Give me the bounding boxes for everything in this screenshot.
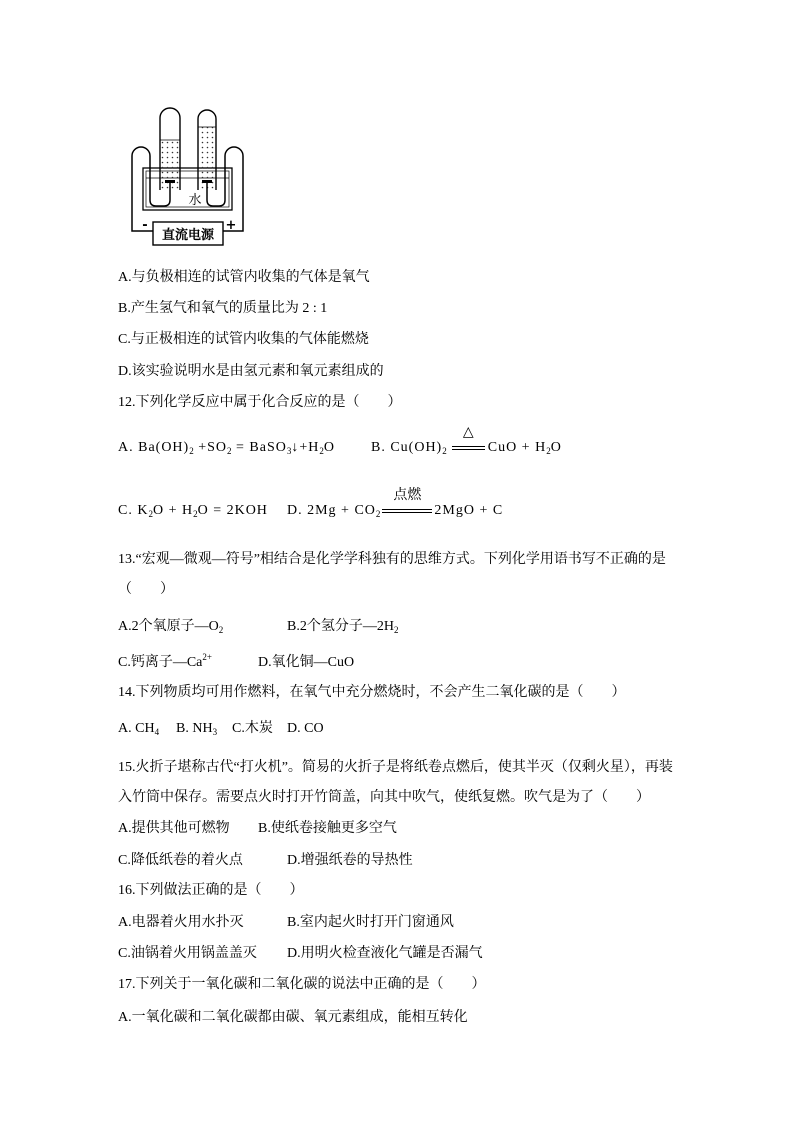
q11-option-b: B.产生氢气和氧气的质量比为 2 : 1	[118, 301, 328, 316]
test-tube-left	[160, 108, 180, 190]
q12-option-d-subscript: 2	[375, 509, 381, 519]
q12-option-c-part: O + H	[152, 503, 194, 518]
q15-option-d: D.增强纸卷的导热性	[287, 853, 413, 868]
q12-option-a-part: A. Ba(OH)	[118, 440, 190, 455]
q12-option-b-product: O	[550, 440, 562, 455]
q14-option-a-subscript: 4	[154, 727, 160, 737]
q13-option-a-text: A.2个氧原子—O	[118, 619, 219, 634]
q12-option-a-subscript: 2	[227, 446, 232, 456]
q12-option-c-subscript: 2	[148, 509, 153, 519]
q14-stem: 14.下列物质均可用作燃料，在氧气中充分燃烧时，不会产生二氧化碳的是（ ）	[118, 685, 626, 700]
q12-option-a-part: +SO	[193, 440, 228, 455]
q15-option-b: B.使纸卷接触更多空气	[258, 821, 397, 836]
q12-option-a	[118, 440, 335, 456]
q12-option-c-subscript: 2	[193, 509, 198, 519]
q13-option-c	[118, 652, 212, 671]
q16-stem: 16.下列做法正确的是（ ）	[118, 883, 304, 898]
q14-option-c	[232, 721, 273, 737]
q11-option-c: C.与正极相连的试管内收集的气体能燃烧	[118, 332, 369, 347]
q16-option-d: D.用明火检查液化气罐是否漏气	[287, 946, 483, 961]
q16-option-b: B.室内起火时打开门窗通风	[287, 915, 454, 930]
q14-option-b	[176, 721, 217, 737]
power-supply-label: 直流电源	[161, 228, 215, 243]
q12-option-d-product: 2MgO + C	[434, 503, 504, 518]
q12-option-b-reactant: B. Cu(OH)	[371, 440, 443, 455]
q13-option-c-superscript: 2+	[202, 652, 212, 662]
q12-option-a-part: ↓+H	[291, 440, 320, 455]
q14-option-a	[118, 721, 159, 737]
q13-option-c-text: C.钙离子—Ca	[118, 655, 203, 670]
q12-option-d-reactant: D. 2Mg + CO	[287, 503, 376, 518]
electrode-left	[165, 180, 175, 183]
q13-option-b	[287, 619, 398, 635]
q13-option-b-subscript: 2	[393, 625, 399, 635]
q12-option-a-part: = BaSO	[231, 440, 287, 455]
q12-option-b-condition-equals-sign	[452, 424, 485, 456]
q12-option-c-part: O = 2KOH	[197, 503, 268, 518]
q15-option-c: C.降低纸卷的着火点	[118, 853, 243, 868]
q12-option-a-subscript: 2	[319, 446, 324, 456]
q12-option-c-part: C. K	[118, 503, 149, 518]
negative-terminal-label: -	[142, 218, 148, 233]
q13-option-d	[258, 655, 354, 671]
q12-option-a-subscript: 2	[189, 446, 194, 456]
q12-option-d	[287, 487, 504, 519]
q13-stem-answer-blank: （ ）	[118, 582, 174, 597]
q12-option-a-part: O	[323, 440, 335, 455]
q16-option-a: A.电器着火用水扑灭	[118, 915, 244, 930]
q17-stem: 17.下列关于一氧化碳和二氧化碳的说法中正确的是（ ）	[118, 977, 486, 992]
q15-option-a: A.提供其他可燃物	[118, 821, 230, 836]
test-tube-right	[198, 110, 216, 190]
q17-option-a: A.一氧化碳和二氧化碳都由碳、氧元素组成，能相互转化	[118, 1010, 468, 1025]
q12-option-b-subscript: 2	[442, 446, 447, 456]
q12-option-b-heat-condition: △	[462, 424, 474, 440]
electrolysis-apparatus	[115, 100, 255, 250]
q12-option-c	[118, 503, 268, 519]
q12-option-a-subscript: 3	[286, 446, 292, 456]
q14-option-a-text: A. CH	[118, 721, 155, 736]
q14-option-b-text: B. NH	[176, 721, 213, 736]
q14-option-d-text: D. CO	[287, 721, 324, 736]
q16-option-c: C.油锅着火用锅盖盖灭	[118, 946, 257, 961]
q12-option-d-ignition-condition: 点燃	[393, 487, 422, 503]
water-label: 水	[188, 193, 202, 208]
q12-option-b-product: CuO + H	[487, 440, 547, 455]
q11-option-a: A.与负极相连的试管内收集的气体是氧气	[118, 270, 370, 285]
q12-option-b-subscript: 2	[546, 446, 551, 456]
q13-option-d-text: D.氧化铜—CuO	[258, 655, 355, 670]
q12-option-d-double-bar	[382, 509, 432, 513]
q14-option-c-text: C.木炭	[232, 721, 273, 736]
q11-option-d: D.该实验说明水是由氢元素和氧元素组成的	[118, 364, 384, 379]
q14-option-b-subscript: 3	[212, 727, 218, 737]
q12-option-b-double-bar	[452, 446, 485, 450]
q12-option-b	[371, 424, 562, 456]
q15-stem-line-1: 15.火折子堪称古代“打火机”。简易的火折子是将纸卷点燃后，使其半灭（仅剩火星），再装	[118, 760, 673, 775]
q12-option-d-condition-equals-sign	[382, 487, 432, 519]
q13-stem: 13.“宏观—微观—符号”相结合是化学学科独有的思维方式。下列化学用语书写不正确的是	[118, 552, 666, 567]
q13-option-a-subscript: 2	[218, 625, 224, 635]
q13-option-a	[118, 619, 223, 635]
positive-terminal-label: +	[225, 218, 237, 233]
q13-option-b-text: B.2个氢分子—2H	[287, 619, 394, 634]
q14-option-d	[287, 721, 324, 737]
q15-stem-line-2: 入竹筒中保存。需要点火时打开竹筒盖，向其中吹气，使纸复燃。吹气是为了（ ）	[118, 790, 650, 805]
electrode-right	[202, 180, 212, 183]
q12-stem: 12.下列化学反应中属于化合反应的是（ ）	[118, 395, 402, 410]
